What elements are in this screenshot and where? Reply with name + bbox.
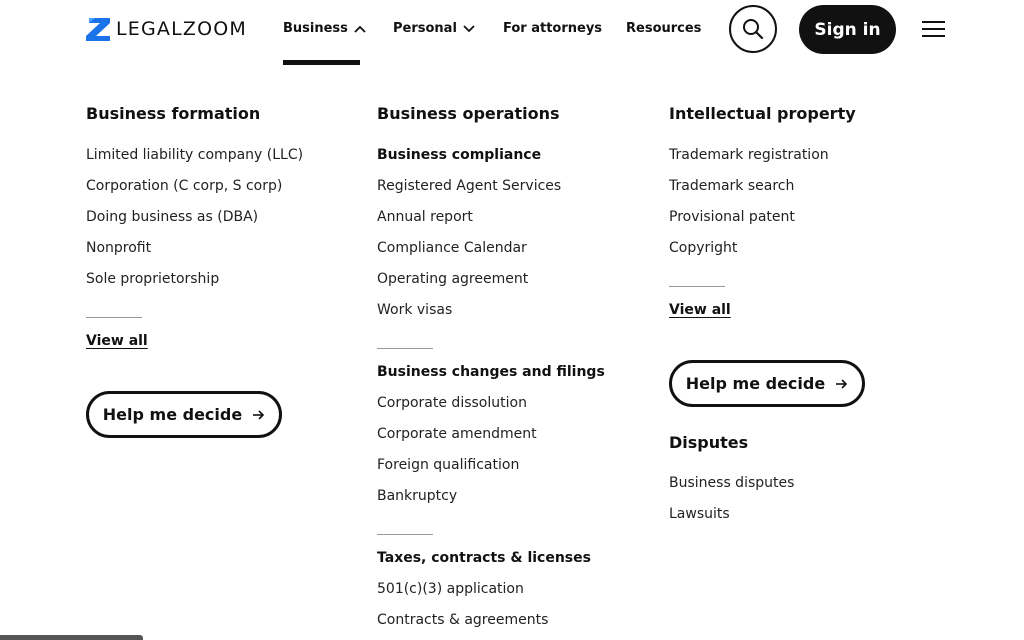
link-dba[interactable]: Doing business as (DBA) xyxy=(86,209,259,225)
brand-name: LEGALZOOM xyxy=(116,18,248,40)
divider xyxy=(377,348,433,349)
search-icon xyxy=(742,18,764,40)
link-lawsuits[interactable]: Lawsuits xyxy=(669,506,730,522)
link-registered-agent[interactable]: Registered Agent Services xyxy=(377,178,562,194)
horizontal-scrollbar[interactable] xyxy=(0,635,143,640)
link-copyright[interactable]: Copyright xyxy=(669,240,738,256)
arrow-right-icon xyxy=(835,378,848,390)
link-work-visas[interactable]: Work visas xyxy=(377,302,453,318)
link-contracts-agreements[interactable]: Contracts & agreements xyxy=(377,612,549,628)
active-nav-indicator xyxy=(283,60,360,65)
business-formation-heading: Business formation xyxy=(86,104,261,123)
nav-business-label: Business xyxy=(283,21,348,36)
link-trademark-registration[interactable]: Trademark registration xyxy=(669,147,829,163)
hamburger-line xyxy=(922,35,945,37)
link-trademark-search[interactable]: Trademark search xyxy=(669,178,795,194)
link-sole-proprietorship[interactable]: Sole proprietorship xyxy=(86,271,220,287)
ip-help-me-decide-button[interactable] xyxy=(669,360,865,407)
hamburger-menu-button[interactable] xyxy=(922,19,946,39)
nav-business[interactable] xyxy=(283,21,366,36)
business-operations-heading: Business operations xyxy=(377,104,560,123)
link-business-disputes[interactable]: Business disputes xyxy=(669,475,795,491)
hamburger-line xyxy=(922,28,945,30)
site-header xyxy=(0,0,1024,62)
formation-help-me-decide-button[interactable] xyxy=(86,391,282,438)
disputes-heading: Disputes xyxy=(669,433,749,452)
arrow-right-icon xyxy=(252,409,265,421)
divider xyxy=(86,317,142,318)
formation-view-all-link[interactable]: View all xyxy=(86,333,148,349)
divider xyxy=(669,286,725,287)
search-button[interactable] xyxy=(729,5,777,53)
business-changes-heading: Business changes and filings xyxy=(377,364,605,380)
ip-view-all-link[interactable]: View all xyxy=(669,302,731,318)
chevron-up-icon xyxy=(354,25,366,33)
link-501c3[interactable]: 501(c)(3) application xyxy=(377,581,524,597)
link-provisional-patent[interactable]: Provisional patent xyxy=(669,209,795,225)
nav-for-attorneys[interactable]: For attorneys xyxy=(503,21,603,36)
link-corporate-dissolution[interactable]: Corporate dissolution xyxy=(377,395,527,411)
link-foreign-qualification[interactable]: Foreign qualification xyxy=(377,457,520,473)
legalzoom-logo-icon xyxy=(86,18,110,41)
link-nonprofit[interactable]: Nonprofit xyxy=(86,240,152,256)
intellectual-property-heading: Intellectual property xyxy=(669,104,856,123)
sign-in-button[interactable]: Sign in xyxy=(799,5,896,54)
link-bankruptcy[interactable]: Bankruptcy xyxy=(377,488,458,504)
hamburger-menu-icon xyxy=(922,21,945,23)
help-button-label: Help me decide xyxy=(685,374,826,393)
link-llc[interactable]: Limited liability company (LLC) xyxy=(86,147,304,163)
chevron-down-icon xyxy=(463,25,475,33)
taxes-contracts-heading: Taxes, contracts & licenses xyxy=(377,550,591,566)
legalzoom-logo[interactable] xyxy=(86,17,247,41)
link-annual-report[interactable]: Annual report xyxy=(377,209,473,225)
link-corporate-amendment[interactable]: Corporate amendment xyxy=(377,426,537,442)
link-compliance-calendar[interactable]: Compliance Calendar xyxy=(377,240,527,256)
business-compliance-heading: Business compliance xyxy=(377,147,542,163)
link-corporation[interactable]: Corporation (C corp, S corp) xyxy=(86,178,283,194)
nav-resources[interactable]: Resources xyxy=(626,21,702,36)
divider xyxy=(377,534,433,535)
nav-personal[interactable] xyxy=(393,21,475,36)
nav-personal-label: Personal xyxy=(393,21,457,36)
link-operating-agreement[interactable]: Operating agreement xyxy=(377,271,529,287)
help-button-label: Help me decide xyxy=(102,405,243,424)
